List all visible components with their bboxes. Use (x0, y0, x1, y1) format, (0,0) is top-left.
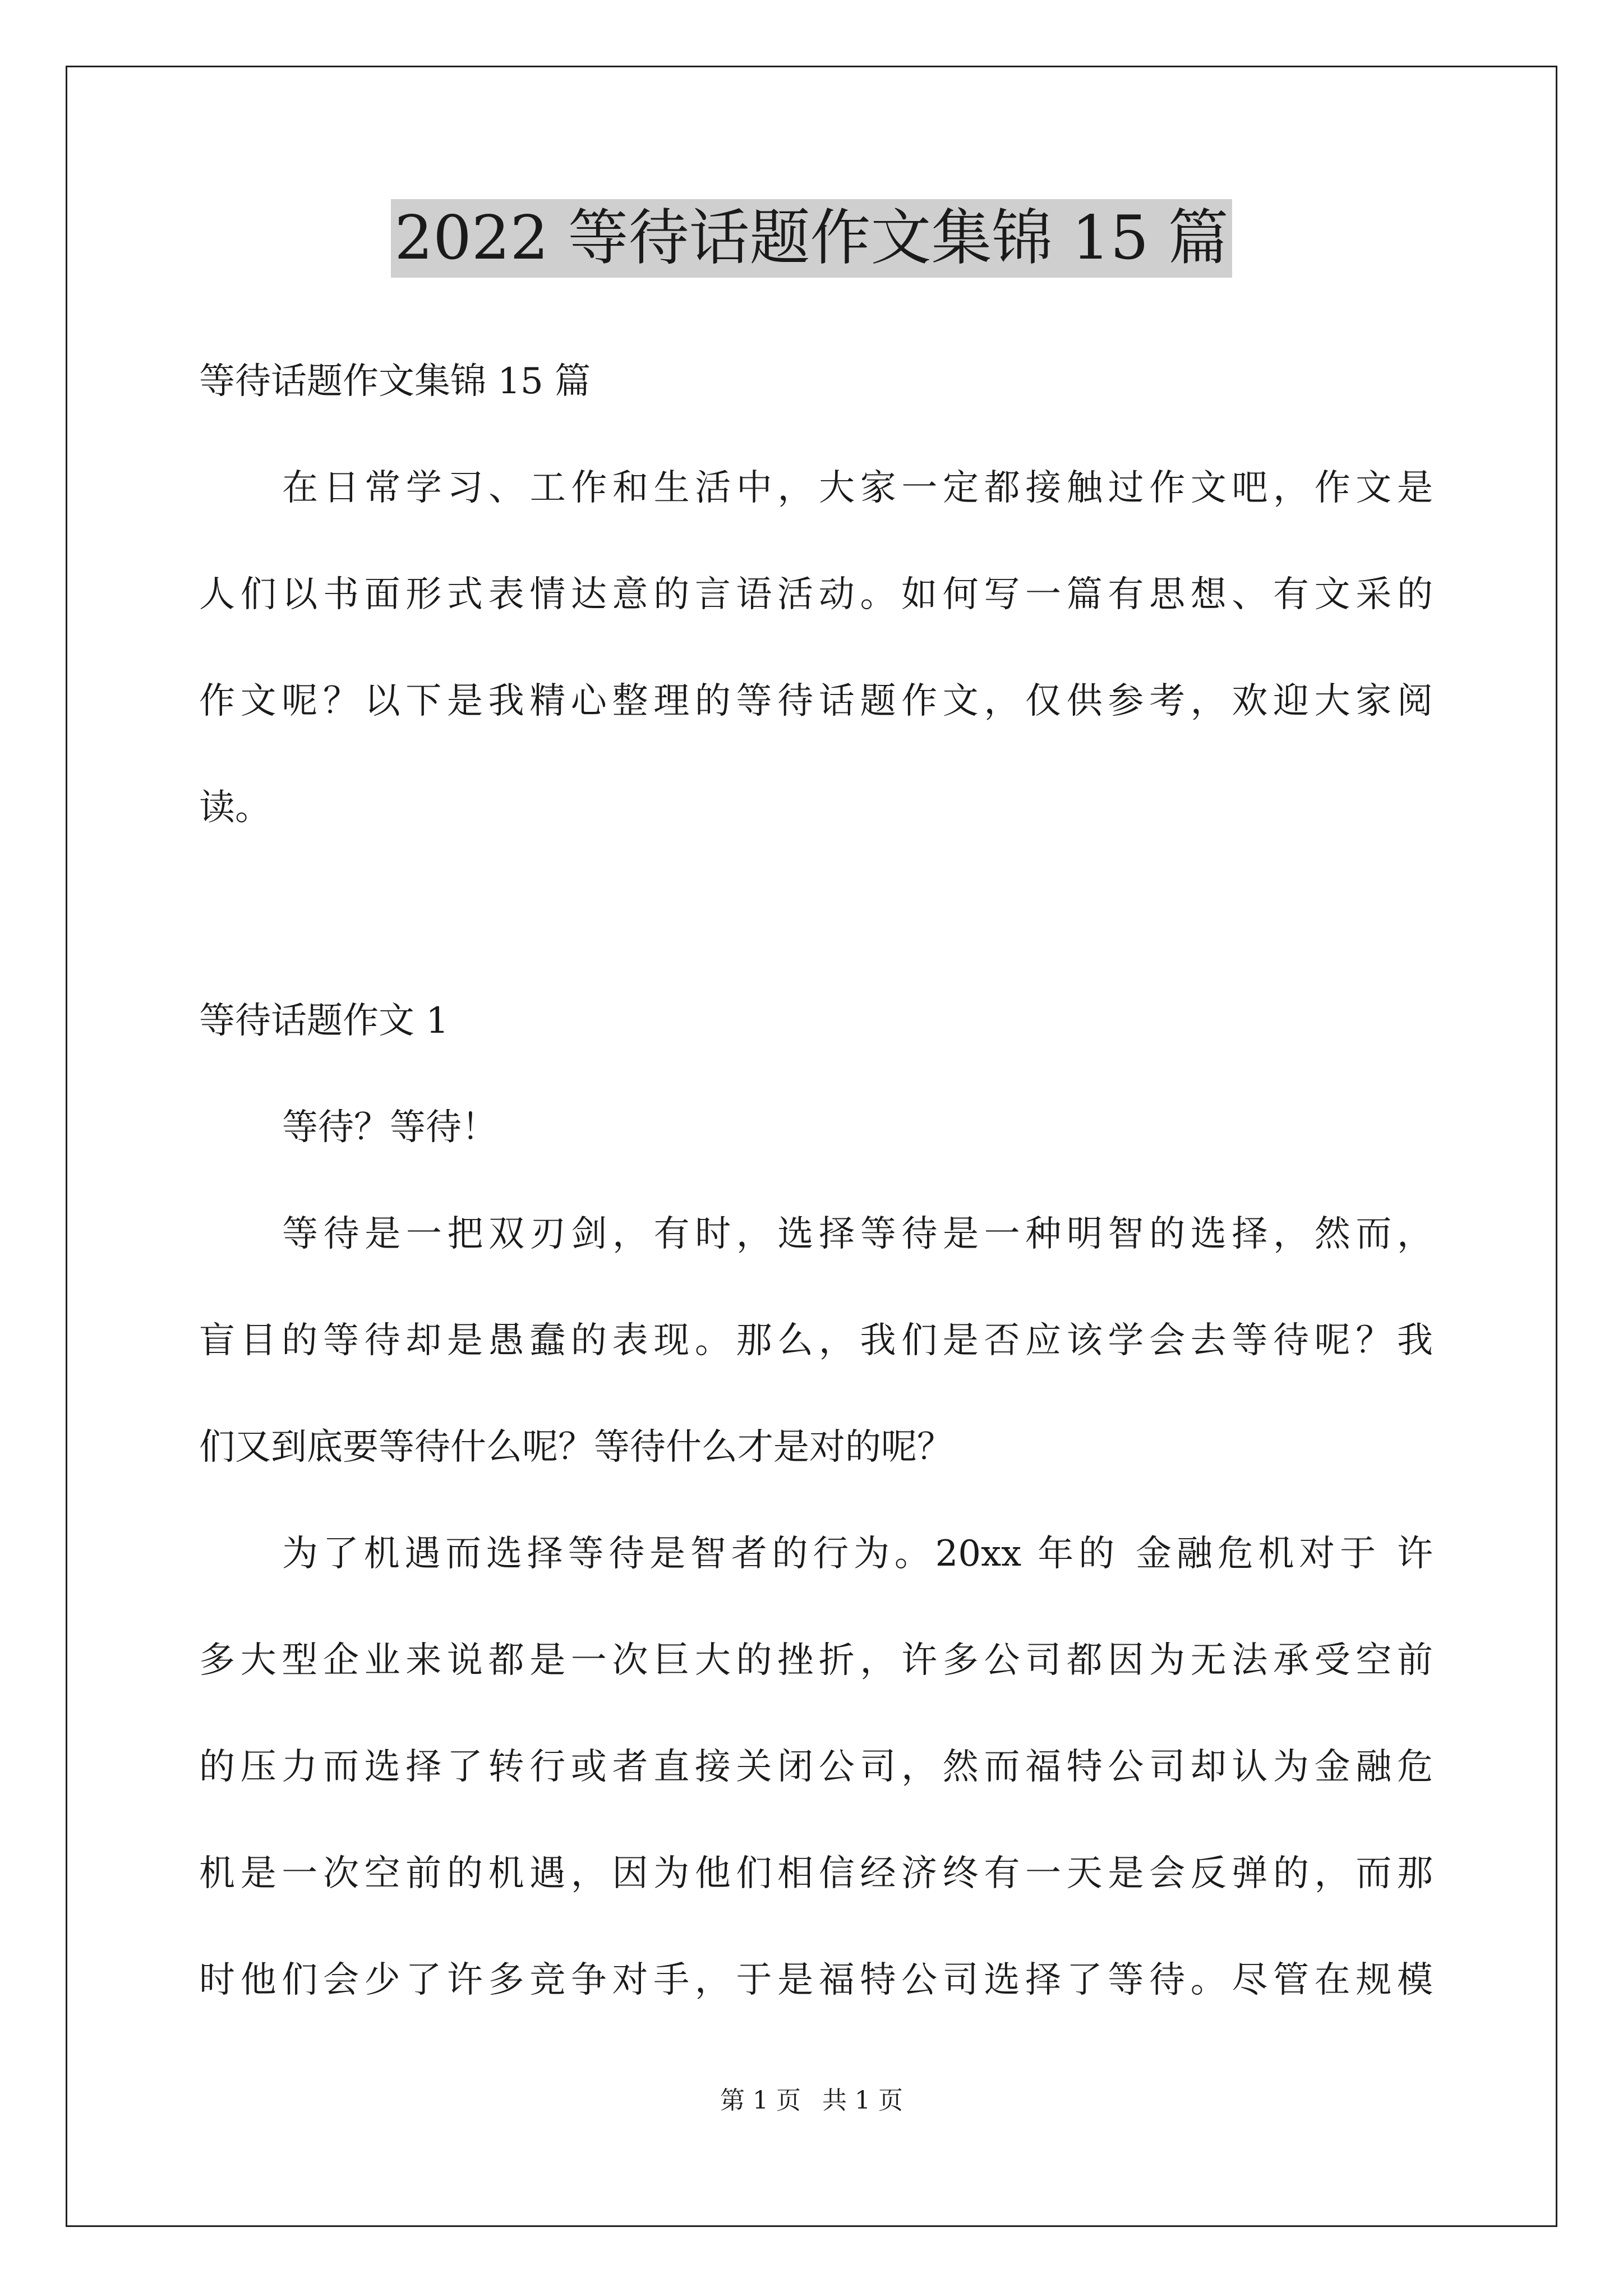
text-line: 时他们会少了许多竞争对手，于是福特公司选择了等待。尽管在规模 (199, 1959, 1433, 2001)
text-line: 读。 (199, 787, 271, 829)
title-container (0, 199, 1623, 278)
essay-title: 等待？等待！ (282, 1107, 497, 1148)
text-line: 人们以书面形式表情达意的言语活动。如何写一篇有思想、有文采的 (199, 574, 1433, 615)
text-line: 的压力而选择了转行或者直接关闭公司，然而福特公司却认为金融危 (199, 1746, 1433, 1788)
text-line: 机是一次空前的机遇，因为他们相信经济终有一天是会反弹的，而那 (199, 1853, 1433, 1894)
section-heading: 等待话题作文 1 (199, 1000, 449, 1042)
document-title: 2022 等待话题作文集锦 15 篇 (391, 199, 1232, 278)
text-line: 为了机遇而选择等待是智者的行为。20xx 年的 金融危机对于 许 (282, 1533, 1433, 1575)
document-subtitle: 等待话题作文集锦 15 篇 (199, 361, 591, 402)
text-line: 们又到底要等待什么呢？等待什么才是对的呢？ (199, 1427, 953, 1468)
page-footer (0, 2084, 1623, 2118)
text-line: 在日常学习、工作和生活中，大家一定都接触过作文吧，作文是 (282, 467, 1433, 509)
text-line: 等待是一把双刃剑，有时，选择等待是一种明智的选择，然而， (282, 1213, 1433, 1255)
text-line: 多大型企业来说都是一次巨大的挫折，许多公司都因为无法承受空前 (199, 1640, 1433, 1681)
page-total: 共 1 页 (822, 2086, 903, 2115)
text-line: 作文呢？以下是我精心整理的等待话题作文，仅供参考，欢迎大家阅 (199, 680, 1433, 722)
page-number: 第 1 页 (720, 2086, 801, 2115)
text-line: 盲目的等待却是愚蠢的表现。那么，我们是否应该学会去等待呢？我 (199, 1320, 1433, 1361)
